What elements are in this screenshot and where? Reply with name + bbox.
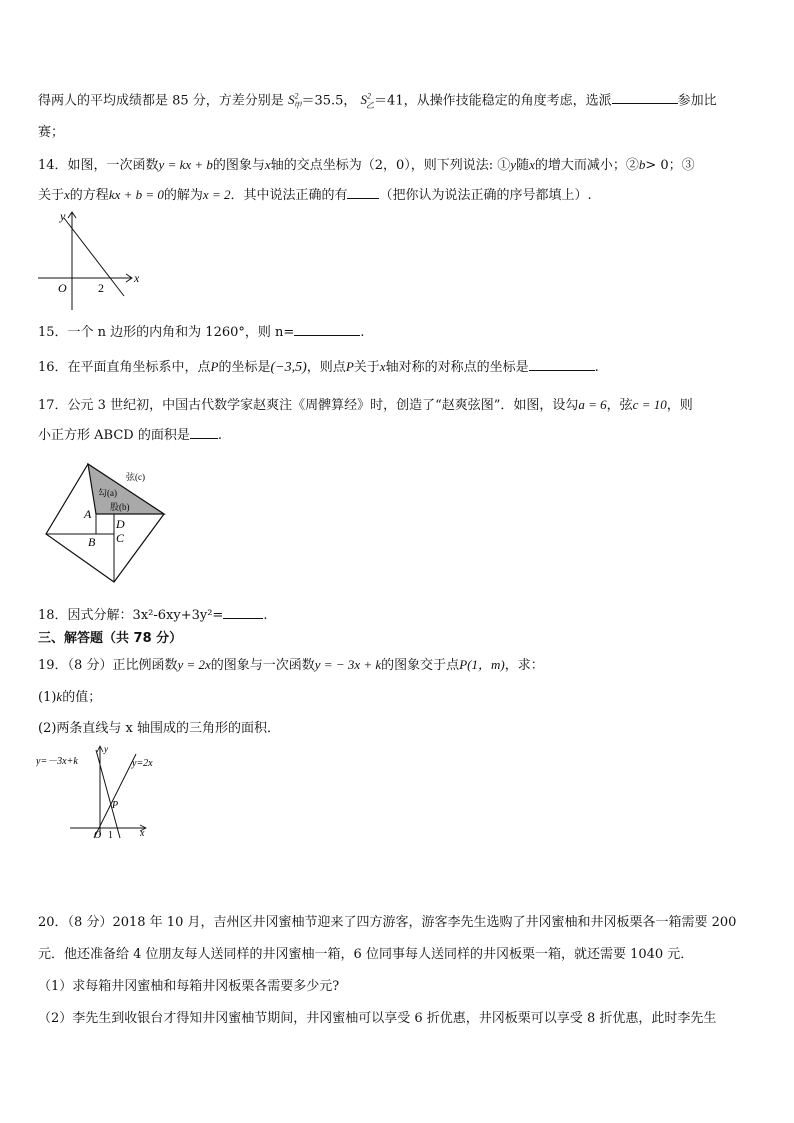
y-axis-label: y [60, 209, 66, 223]
svg-text:勾(a): 勾(a) [98, 488, 117, 498]
q20-line2: 元．他还准备给 4 位朋友每人送同样的井冈蜜柚一箱，6 位同事每人送同样的井冈板栗一箱，就还需要 1040 元． [38, 947, 694, 962]
function-line [64, 218, 124, 296]
svg-text:A: A [84, 507, 92, 521]
section-3-heading: 三、解答题（共 78 分） [38, 631, 183, 646]
svg-text:B: B [88, 535, 96, 549]
q20-line1: 20．（8 分）2018 年 10 月，吉州区井冈蜜柚节迎来了四方游客，游客李先生选购了井冈蜜柚和井冈板栗各一箱需要 200 [38, 915, 737, 930]
answer-blank-13[interactable] [612, 91, 678, 104]
q20-line4: （2）李先生到收银台才得知井冈蜜柚节期间，井冈蜜柚可以享受 6 折优惠，井冈板栗可以享受 8 折优惠，此时李先生 [38, 1011, 717, 1026]
q18-line: 18．因式分解：3x²-6xy+3y²= . [38, 608, 268, 623]
svg-text:y=2x: y=2x [132, 758, 153, 769]
answer-blank-16[interactable] [529, 358, 595, 371]
variance-symbol-b: $S^2_乙$ [360, 92, 375, 110]
q17-line2: 小正方形 ABCD 的面积是 . [38, 428, 222, 443]
q19-line: 19．（8 分）正比例函数y = 2x的图象与一次函数y = − 3x + k的图象交于点P(1，m)，求： [38, 657, 544, 673]
q17-line1: 17．公元 3 世纪初，中国古代数学家赵爽注《周髀算经》时，创造了“赵爽弦图”．如图，设勾a = 6，弦c = 10，则 [38, 397, 693, 413]
answer-blank-15[interactable] [294, 323, 360, 336]
q13-continuation-line: 得两人的平均成绩都是 85 分，方差分别是 $S^2_甲=35.5$， $S^2_乙=41$，从操作技能稳定的角度考虑，选派 参加比 [38, 92, 717, 110]
svg-text:P: P [112, 800, 119, 811]
q19-graph-figure [36, 740, 166, 840]
q20-line3: （1）求每箱井冈蜜柚和每箱井冈板栗各需要多少元? [38, 979, 340, 994]
svg-text:x: x [140, 828, 145, 839]
zhao-shuang-figure [40, 458, 170, 588]
x-axis-label: x [134, 271, 140, 285]
q14-line2: 关于x的方程kx + b = 0的解为x = 2．其中说法正确的有 （把你认为说法正确的序号都填上）. [38, 187, 592, 203]
svg-text:D: D [116, 517, 125, 531]
intercept-label: 2 [98, 281, 104, 295]
q19-sub2: (2)两条直线与 x 轴围成的三角形的面积． [38, 721, 281, 736]
q14-graph-figure [36, 206, 146, 314]
answer-blank-14[interactable] [347, 186, 379, 199]
svg-text:1: 1 [108, 830, 113, 840]
svg-text:y=－3x+k: y=－3x+k [36, 756, 78, 767]
svg-text:弦(c): 弦(c) [126, 472, 145, 482]
answer-blank-18[interactable] [223, 606, 263, 619]
answer-blank-17[interactable] [190, 426, 218, 439]
svg-text:股(b): 股(b) [110, 502, 130, 512]
q14-line1: 14．如图，一次函数y = kx + b的图象与x轴的交点坐标为（2，0），则下列说法: ①y随x的增大而减小；②b> 0；③ [38, 157, 695, 173]
svg-text:O: O [94, 830, 102, 840]
q13-end-line: 赛； [38, 125, 65, 140]
origin-label: O [58, 281, 67, 295]
svg-text:C: C [116, 531, 125, 545]
q19-sub1: (1)k的值； [38, 689, 102, 705]
small-square-abcd [96, 514, 114, 534]
q15-line: 15．一个 n 边形的内角和为 1260°，则 n= . [38, 325, 365, 340]
svg-text:y: y [104, 744, 108, 754]
variance-symbol-a: $S^2_甲$ [287, 92, 302, 110]
q16-line: 16．在平面直角坐标系中，点P的坐标是(−3,5)，则点P关于x轴对称的对称点的坐标是 . [38, 359, 599, 375]
